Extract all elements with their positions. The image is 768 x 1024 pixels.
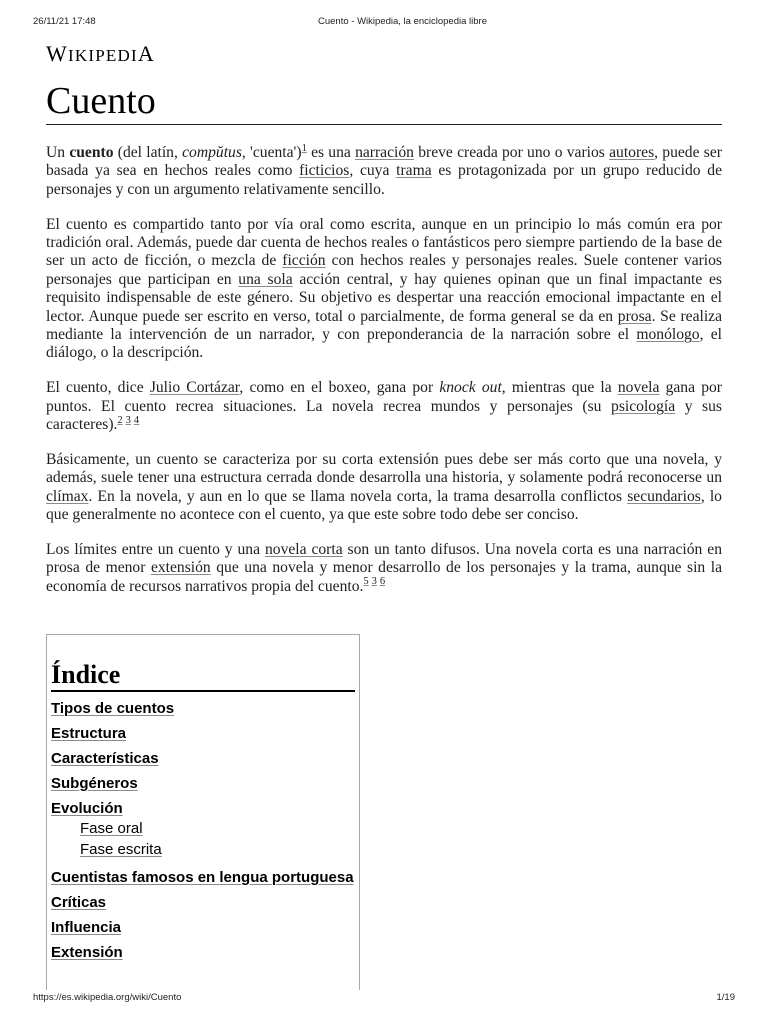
text-run: es protagonizada por un grupo reducido de personajes y con un argumento relativamente sencillo. [46,162,722,198]
wordmark-letter: E [105,46,118,65]
text-run: Los límites entre un cuento y una [46,540,265,558]
toc-link[interactable]: Características [51,749,159,767]
article-body [46,144,722,612]
page-title: Cuento [46,79,722,125]
text-run: . En la novela, y aun en lo que se llama novela corta, la trama desarrolla conflictos [88,487,628,505]
toc-item [51,746,355,771]
toc-link[interactable]: Estructura [51,724,127,742]
toc-subitem [51,818,355,839]
print-footer [0,991,768,1005]
inline-link[interactable]: extensión [150,559,211,577]
text-run: , como en el boxeo, gana por [239,379,440,397]
toc-item [51,771,355,796]
toc-link[interactable]: Fase oral [80,819,143,837]
inline-link[interactable]: clímax [46,487,89,505]
toc-title: Índice [51,660,355,692]
print-document-title: Cuento - Wikipedia, la enciclopedia libre [318,16,487,27]
reference-link[interactable]: 2 [117,414,123,426]
inline-link[interactable]: Julio Cortázar [149,379,240,397]
text-run: con hechos reales y personajes reales. Suele contener varios personajes que participan en [46,252,723,288]
article-paragraph [46,451,722,525]
wordmark-letter: W [46,41,68,66]
toc-link[interactable]: Críticas [51,893,107,911]
italic-term: compŭtus [182,144,242,161]
text-run: , mientras que la [501,379,618,397]
text-run: acción central, y hay quienes opinan que un final impactante es requisito indispensable de este género. Su objetivo es despertar una reacción emocional impactante en el lector. Aunque puede ser escrito en verso, total o parcialmente, de forma general se da en [46,270,722,325]
toc-item [51,890,355,915]
text-run: y sus caracteres). [46,397,722,434]
print-page-url: https://es.wikipedia.org/wiki/Cuento [33,992,182,1003]
text-run: El cuento, dice [46,379,150,397]
toc-item [51,721,355,746]
italic-term: knock out [439,379,502,397]
reference-link[interactable]: 1 [301,142,307,154]
print-header [0,15,768,29]
inline-link[interactable]: una sola [238,270,293,288]
wordmark-letter: D [117,46,131,65]
text-run: . Se realiza mediante la intervención de un narrador, y con preponderancia de la narración sobre el [46,307,722,344]
article-paragraph [46,541,722,596]
toc-link[interactable]: Tipos de cuentos [51,699,175,717]
wordmark-letter: I [88,46,96,65]
toc-item [51,696,355,721]
text-run: , 'cuenta') [241,144,302,161]
inline-link[interactable]: psicología [611,397,676,415]
toc-item [51,940,355,965]
print-datetime: 26/11/21 17:48 [33,16,96,27]
text-run: es una [306,144,356,161]
toc-item [51,915,355,940]
inline-link[interactable]: ficticios [299,162,350,180]
inline-link[interactable]: autores [609,144,655,161]
wordmark-letter: A [137,41,155,66]
text-run: (del latín, [113,144,183,161]
text-run: Un [46,144,70,161]
article-paragraph [46,216,722,363]
table-of-contents [46,634,360,990]
text-run: gana por puntos. El cuento recrea situaciones. La novela recrea mundos y personajes (su [46,379,722,415]
reference-link[interactable]: 3 [371,576,377,588]
wordmark-letter: P [95,46,106,65]
text-run: , el diálogo, o la descripción. [46,326,722,362]
wordmark-letter: I [67,46,75,65]
text-run: , puede ser basada ya sea en hechos reales como [46,144,722,180]
reference-link[interactable]: 6 [379,576,386,588]
inline-link[interactable]: novela [617,379,660,397]
text-run: , lo que generalmente no acontece con el cuento, ya que este sobre todo debe ser conciso. [46,487,722,524]
text-run: El cuento es compartido tanto por vía oral como escrita, aunque en un principio lo más común era por tradición oral. Además, puede dar cuenta de hechos reales o fantásticos pero siempre partiendo de la base de ser un acto de ficción, o mezcla de [46,215,722,270]
toc-list [51,696,355,965]
wikipedia-wordmark[interactable] [46,40,155,68]
inline-link[interactable]: ficción [282,252,326,270]
toc-link[interactable]: Influencia [51,918,122,936]
text-run: Básicamente, un cuento se caracteriza por su corta extensión pues debe ser más corto que una novela, y además, suele tener una estructura cerrada donde desarrolla una historia, y solamente podrá reconocerse un [46,450,722,487]
toc-link[interactable]: Subgéneros [51,774,138,792]
article-paragraph [46,379,722,434]
toc-link[interactable]: Evolución [51,799,123,817]
inline-link[interactable]: monólogo [636,326,700,344]
toc-link[interactable]: Extensión [51,943,123,961]
toc-subitem [51,839,355,860]
text-run: son un tanto difusos. Una novela corta es una narración en prosa de menor [46,540,722,577]
text-run: que una novela y menor desarrollo de los personajes y la trama, aunque sin la economía de recursos narrativos propia del cuento. [46,559,723,595]
bold-term: cuento [69,144,114,161]
reference-link[interactable]: 5 [363,576,369,588]
inline-link[interactable]: narración [355,144,414,161]
inline-link[interactable]: trama [396,162,432,180]
toc-item [51,865,355,890]
inline-link[interactable]: prosa [617,307,652,325]
reference-link[interactable]: 3 [125,414,131,426]
toc-link[interactable]: Fase escrita [80,840,162,858]
article-paragraph [46,144,722,199]
reference-link[interactable]: 4 [133,414,140,426]
text-run: , cuya [349,162,397,180]
text-run: breve creada por uno o varios [413,144,610,161]
toc-link[interactable]: Cuentistas famosos en lengua portuguesa [51,868,354,886]
inline-link[interactable]: novela corta [264,540,343,558]
wordmark-letter: I [130,46,138,65]
print-page-number: 1/19 [716,992,735,1003]
wordmark-letter: K [74,46,89,65]
inline-link[interactable]: secundarios [627,487,701,505]
